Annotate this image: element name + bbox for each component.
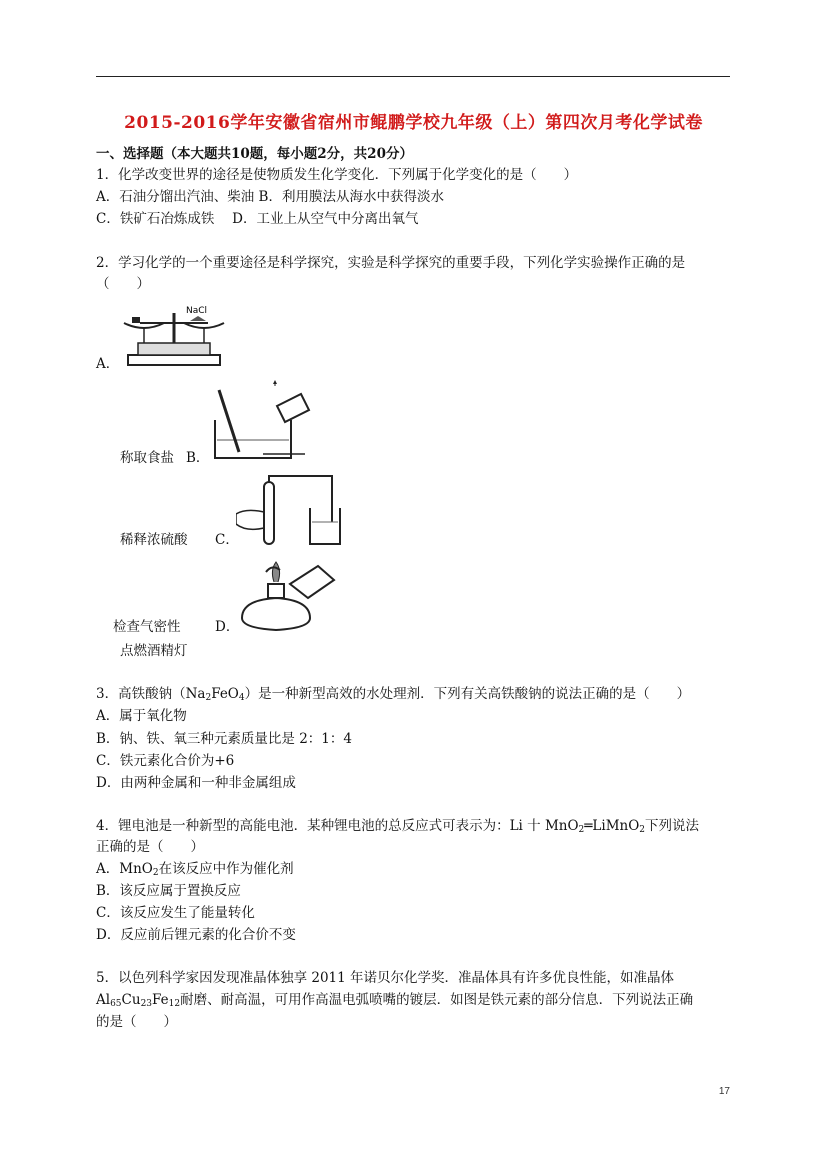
q1-options-ab: A．石油分馏出汽油、柴油 B．利用膜法从海水中获得淡水 (96, 189, 444, 205)
q5-stem-line1: 5．以色列科学家因发现准晶体独享 2011 年诺贝尔化学奖．准晶体具有许多优良性能，如准晶体 (96, 970, 675, 986)
balance-figure (118, 303, 230, 367)
q3-option-b: B．钠、铁、氧三种元素质量比是 2：1：4 (96, 731, 352, 747)
q2-option-b: B． (186, 450, 210, 466)
q4-option-d: D．反应前后锂元素的化合价不变 (96, 927, 296, 943)
q2-stem-line2: （ ） (96, 276, 150, 292)
q2-stem-line1: 2．学习化学的一个重要途径是科学探究，实验是科学探究的重要手段，下列化学实验操作正确的是 (96, 255, 686, 271)
nacl-label: NaCl (186, 306, 208, 316)
q4-stem-line1: 4．锂电池是一种新型的高能电池．某种锂电池的总反应式可表示为：Li 十 MnO$_2$═LiMnO$_2$下列说法 (96, 818, 700, 835)
q3-stem: 3．高铁酸钠$(Na_2FeO_4)$是一种新型高效的水处理剂．下列有关高铁酸钠的说法正确的是（ ） (96, 686, 691, 703)
q1-stem: 1．化学改变世界的途径是使物质发生化学变化．下列属于化学变化的是（ ） (96, 167, 578, 183)
q2-option-d: D． (215, 619, 240, 635)
q2-caption-b: 稀释浓硫酸 (120, 532, 188, 548)
q5-stem-line2: $Al_{65}Cu_{23}Fe_{12}$耐磨、耐高温，可用作高温电弧喷嘴的镀层．如图是铁元素的部分信息．下列说法正确 (96, 992, 694, 1009)
q2-option-c: C． (215, 532, 239, 548)
dilution-figure (205, 378, 317, 462)
q5-stem-line3: 的是（ ） (96, 1014, 177, 1030)
q4-option-b: B．该反应属于置换反应 (96, 883, 241, 899)
alcohol-lamp-figure (236, 560, 348, 634)
q4-option-c: C．该反应发生了能量转化 (96, 905, 255, 921)
q3-option-a: A．属于氧化物 (96, 708, 187, 724)
q4-option-a: A．MnO$_2$在该反应中作为催化剂 (96, 861, 294, 878)
q3-option-c: C．铁元素化合价为+6 (96, 753, 235, 769)
q3-option-d: D．由两种金属和一种非金属组成 (96, 775, 296, 791)
header-rule (96, 76, 730, 77)
q2-option-a: A． (96, 356, 120, 372)
q1-options-cd: C．铁矿石冶炼成铁 D．工业上从空气中分离出氧气 (96, 211, 419, 227)
q2-caption-a: 称取食盐 (120, 450, 174, 466)
section-heading: 一、选择题（本大题共10题，每小题2分，共20分） (96, 146, 413, 162)
q4-stem-line2: 正确的是（ ） (96, 839, 204, 855)
q2-caption-c: 检查气密性 (113, 619, 181, 635)
airtightness-figure (236, 474, 348, 552)
q2-caption-d: 点燃酒精灯 (120, 643, 188, 659)
page-number: 17 (718, 1086, 730, 1097)
exam-title: 2015-2016学年安徽省宿州市鲲鹏学校九年级（上）第四次月考化学试卷 (124, 113, 703, 133)
